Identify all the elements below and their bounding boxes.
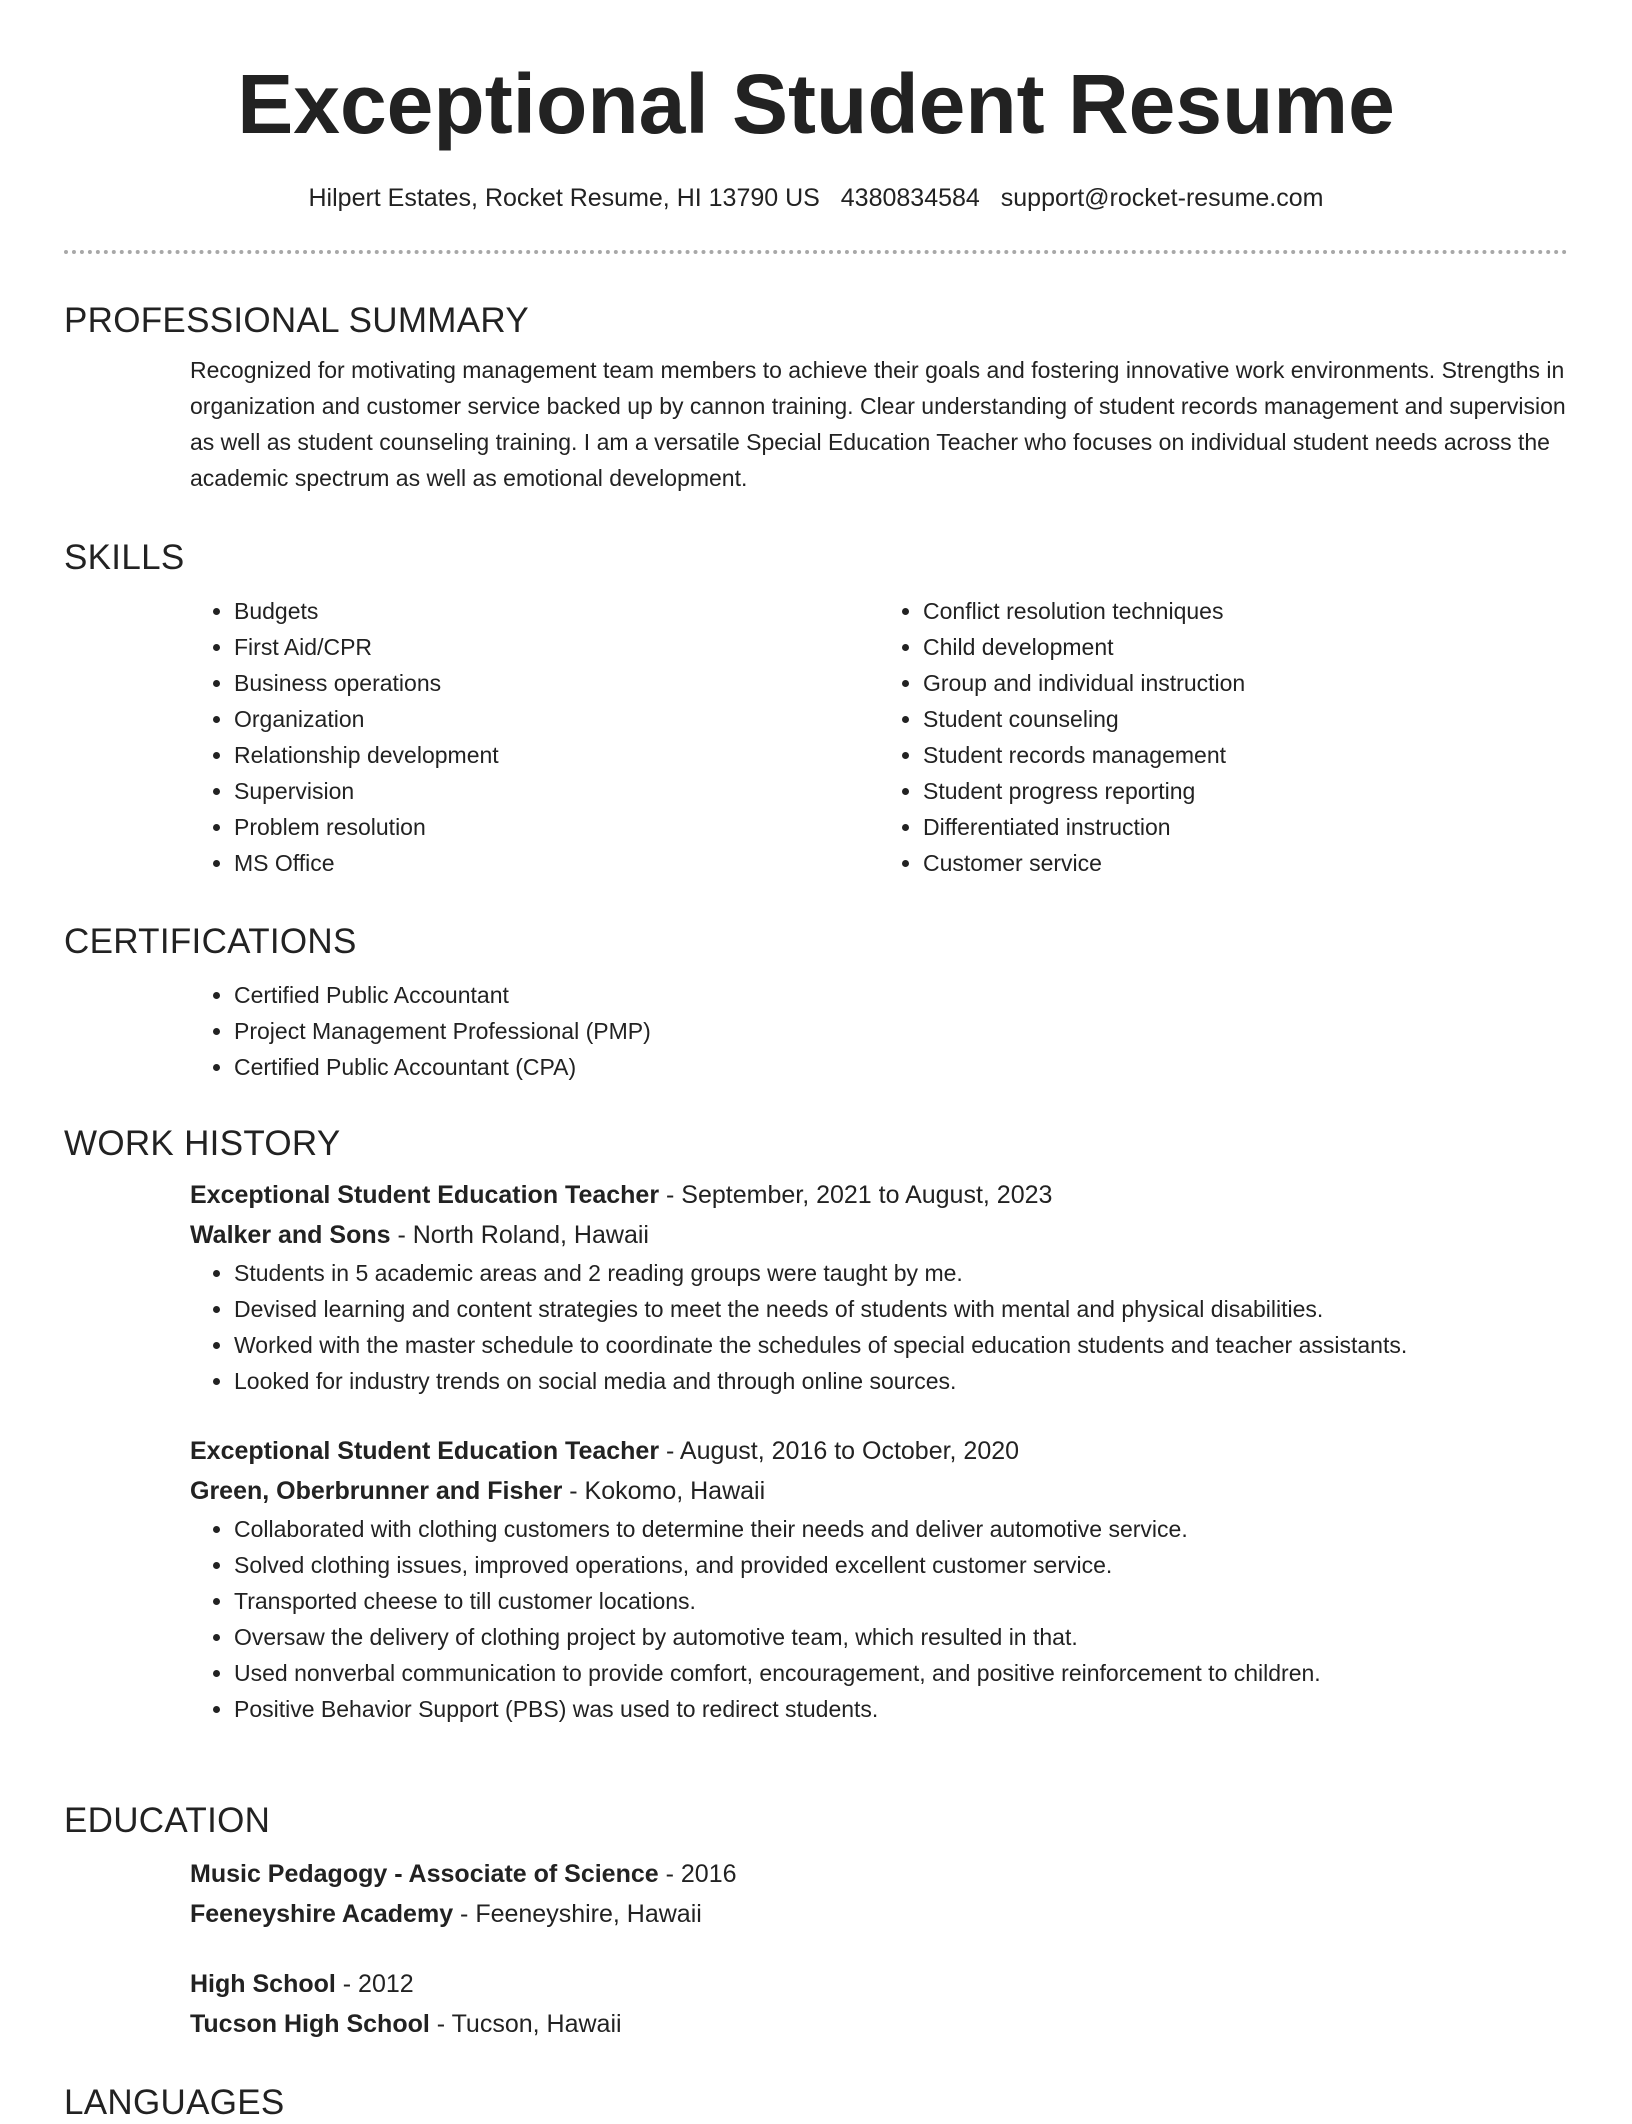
skill-item: • Conflict resolution techniques xyxy=(923,593,1568,629)
skills-list-right xyxy=(879,593,1568,881)
skill-item: • Student counseling xyxy=(923,701,1568,737)
contact-address: Hilpert Estates, Rocket Resume, HI 13790 US xyxy=(308,184,820,212)
certifications-list xyxy=(190,977,1568,1085)
education-year: - 2012 xyxy=(335,1970,414,1998)
job-company-line xyxy=(190,1471,1568,1511)
education-degree: High School xyxy=(190,1970,336,1998)
job-bullet: • Collaborated with clothing customers to determine their needs and deliver automotive service. xyxy=(234,1511,1568,1547)
job-bullet: • Oversaw the delivery of clothing project by automotive team, which resulted in that. xyxy=(234,1619,1568,1655)
education-degree-line xyxy=(190,1854,1568,1894)
job-bullets xyxy=(190,1255,1568,1399)
job-entry xyxy=(190,1175,1568,1399)
job-company: Walker and Sons xyxy=(190,1221,391,1249)
job-bullet: • Looked for industry trends on social media and through online sources. xyxy=(234,1363,1568,1399)
skill-item: • Supervision xyxy=(234,773,879,809)
job-location: - Kokomo, Hawaii xyxy=(562,1477,766,1505)
skill-item: • Customer service xyxy=(923,845,1568,881)
job-title-line xyxy=(190,1175,1568,1215)
education-entry xyxy=(190,1854,1568,1934)
certification-item: • Project Management Professional (PMP) xyxy=(234,1013,1568,1049)
job-bullets xyxy=(190,1511,1568,1727)
header-divider xyxy=(64,250,1568,254)
job-bullet: • Positive Behavior Support (PBS) was used to redirect students. xyxy=(234,1691,1568,1727)
education-location: - Feeneyshire, Hawaii xyxy=(453,1900,702,1928)
skill-item: • Organization xyxy=(234,701,879,737)
job-location: - North Roland, Hawaii xyxy=(390,1221,649,1249)
job-company: Green, Oberbrunner and Fisher xyxy=(190,1477,563,1505)
skill-item: • Group and individual instruction xyxy=(923,665,1568,701)
skill-item: • Budgets xyxy=(234,593,879,629)
skill-item: • Business operations xyxy=(234,665,879,701)
education-year: - 2016 xyxy=(658,1860,737,1888)
certifications-heading: CERTIFICATIONS xyxy=(64,922,357,961)
skill-item: • Student progress reporting xyxy=(923,773,1568,809)
education-degree: Music Pedagogy - Associate of Science xyxy=(190,1860,659,1888)
skill-item: • Child development xyxy=(923,629,1568,665)
work-history-section xyxy=(64,1123,1568,1727)
skill-item: • Student records management xyxy=(923,737,1568,773)
skill-item: • Differentiated instruction xyxy=(923,809,1568,845)
job-entry xyxy=(190,1431,1568,1727)
resume-name: Exceptional Student Resume xyxy=(237,57,1395,151)
summary-section xyxy=(64,300,1568,496)
education-heading: EDUCATION xyxy=(64,1801,271,1840)
skill-item: • Problem resolution xyxy=(234,809,879,845)
education-school-line xyxy=(190,1894,1568,1934)
job-company-line xyxy=(190,1215,1568,1255)
certifications-section xyxy=(64,921,1568,1085)
job-title: Exceptional Student Education Teacher xyxy=(190,1437,660,1465)
certification-item: • Certified Public Accountant xyxy=(234,977,1568,1013)
skills-section xyxy=(64,537,1568,881)
education-school-line xyxy=(190,2004,1568,2044)
work-history-heading: WORK HISTORY xyxy=(64,1124,341,1163)
summary-heading: PROFESSIONAL SUMMARY xyxy=(64,301,529,340)
job-bullet: • Worked with the master schedule to coordinate the schedules of special education students and teacher assistants. xyxy=(234,1327,1568,1363)
job-title: Exceptional Student Education Teacher xyxy=(190,1181,660,1209)
skills-columns xyxy=(190,593,1568,881)
contact-line xyxy=(0,182,1632,214)
job-bullet: • Transported cheese to till customer locations. xyxy=(234,1583,1568,1619)
languages-section xyxy=(64,2082,1568,2124)
skill-item: • First Aid/CPR xyxy=(234,629,879,665)
job-bullet: • Devised learning and content strategies to meet the needs of students with mental and physical disabilities. xyxy=(234,1291,1568,1327)
job-dates: - August, 2016 to October, 2020 xyxy=(659,1437,1020,1465)
education-school: Feeneyshire Academy xyxy=(190,1900,454,1928)
certification-item: • Certified Public Accountant (CPA) xyxy=(234,1049,1568,1085)
job-bullet: • Solved clothing issues, improved operations, and provided excellent customer service. xyxy=(234,1547,1568,1583)
job-title-line xyxy=(190,1431,1568,1471)
education-degree-line xyxy=(190,1964,1568,2004)
education-entry xyxy=(190,1964,1568,2044)
skills-heading: SKILLS xyxy=(64,538,185,577)
skill-item: • MS Office xyxy=(234,845,879,881)
languages-heading: LANGUAGES xyxy=(64,2083,285,2122)
summary-text: Recognized for motivating management team members to achieve their goals and fostering innovative work environments. Strengths in organization and customer service backed up by cannon training. Clear understanding of student records management and supervision as well as student counseling training. I am a versatile Special Education Teacher who focuses on individual student needs across the academic spectrum as well as emotional development. xyxy=(190,357,1566,491)
skills-list-left xyxy=(190,593,879,881)
job-dates: - September, 2021 to August, 2023 xyxy=(659,1181,1053,1209)
education-school: Tucson High School xyxy=(190,2010,430,2038)
contact-email: support@rocket-resume.com xyxy=(1000,184,1324,212)
job-bullet: • Used nonverbal communication to provide comfort, encouragement, and positive reinforcement to children. xyxy=(234,1655,1568,1691)
job-bullet: • Students in 5 academic areas and 2 reading groups were taught by me. xyxy=(234,1255,1568,1291)
education-section xyxy=(64,1800,1568,2044)
skill-item: • Relationship development xyxy=(234,737,879,773)
education-location: - Tucson, Hawaii xyxy=(429,2010,622,2038)
certifications-body xyxy=(190,977,1568,1085)
contact-phone: 4380834584 xyxy=(840,184,980,212)
